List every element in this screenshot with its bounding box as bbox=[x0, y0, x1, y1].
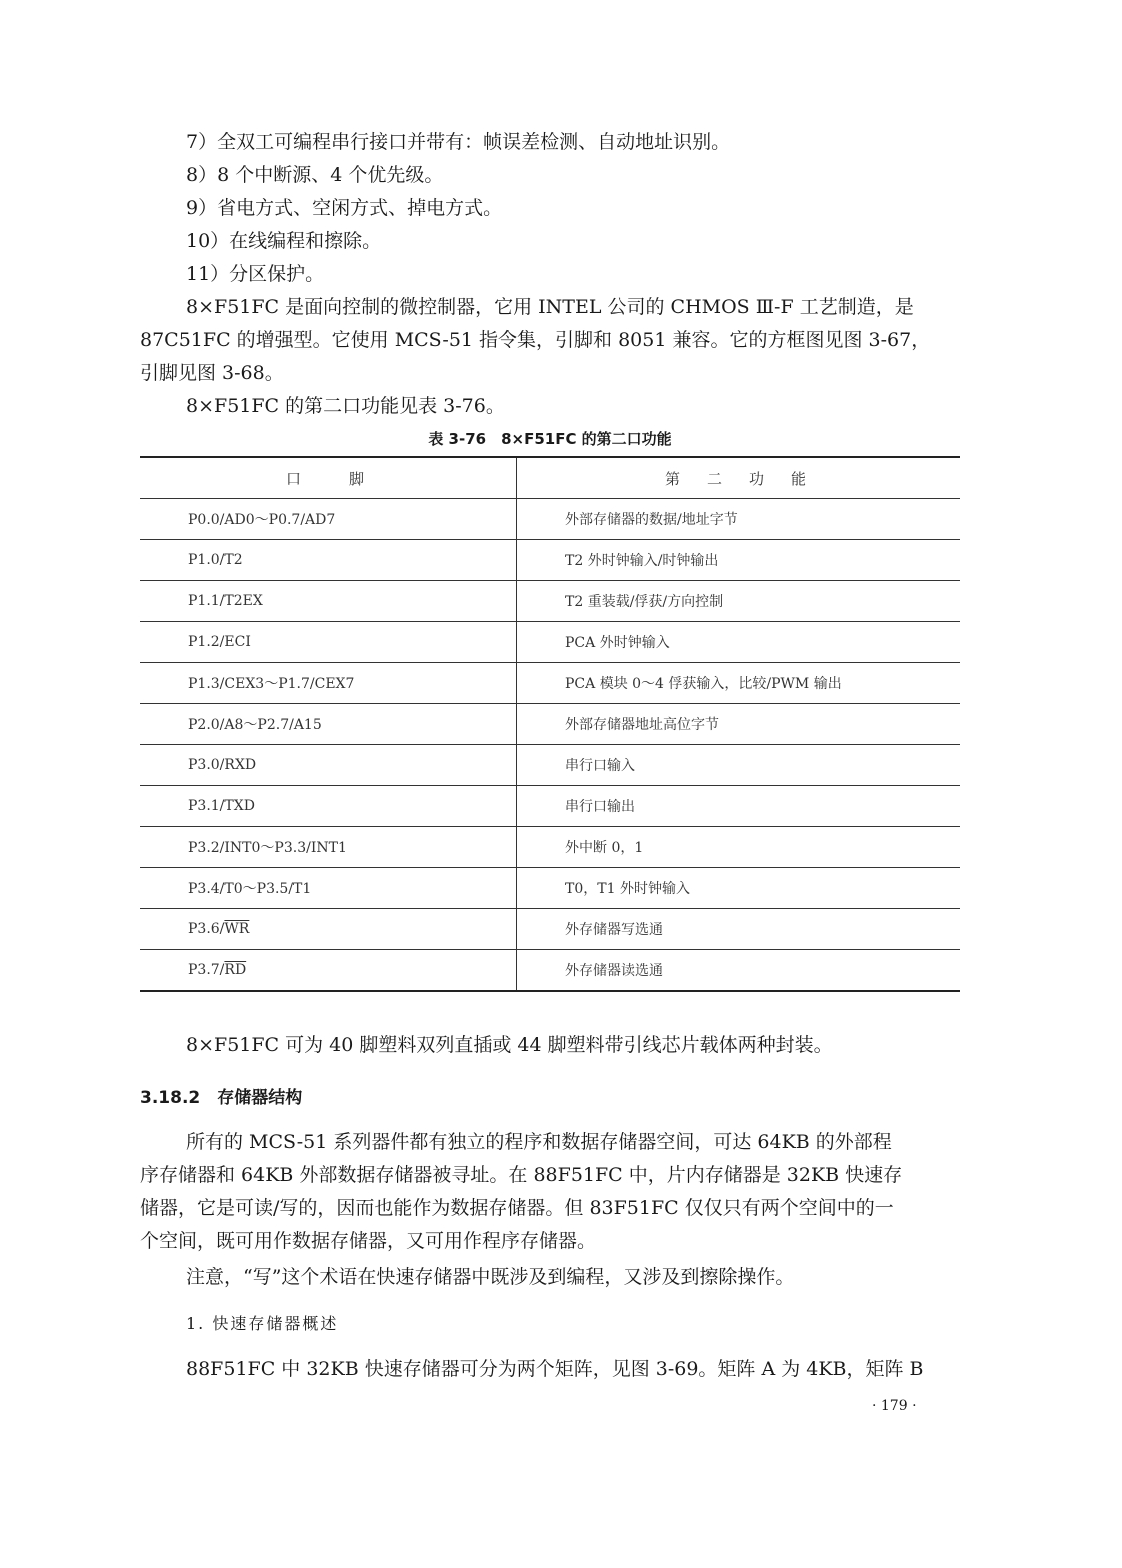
table-row bbox=[140, 745, 960, 786]
list-item: 7）全双工可编程串行接口并带有：帧误差检测、自动地址识别。 bbox=[186, 131, 731, 153]
pin-prefix: P3.7/ bbox=[188, 962, 225, 978]
table-row bbox=[140, 786, 960, 827]
function-cell: 外部存储器的数据/地址字节 bbox=[517, 499, 961, 540]
list-item: 8）8 个中断源、4 个优先级。 bbox=[186, 164, 444, 186]
table-row bbox=[140, 622, 960, 663]
paragraph-line: 引脚见图 3-68。 bbox=[140, 362, 284, 384]
table-row bbox=[140, 950, 960, 992]
paragraph-line: 87C51FC 的增强型。它使用 MCS-51 指令集，引脚和 8051 兼容。它的方框图见图 3-67， bbox=[140, 329, 931, 351]
pin-cell: P3.1/TXD bbox=[140, 786, 517, 827]
function-cell: 串行口输入 bbox=[517, 745, 961, 786]
function-cell: 外存储器写选通 bbox=[517, 909, 961, 950]
table-row bbox=[140, 663, 960, 704]
function-cell: T2 外时钟输入/时钟输出 bbox=[517, 540, 961, 581]
table-row bbox=[140, 499, 960, 540]
pin-cell: P1.1/T2EX bbox=[140, 581, 517, 622]
paragraph-line: 88F51FC 中 32KB 快速存储器可分为两个矩阵，见图 3-69。矩阵 A 为 4KB，矩阵 B bbox=[186, 1358, 924, 1380]
pin-cell: P1.3/CEX3～P1.7/CEX7 bbox=[140, 663, 517, 704]
table-row bbox=[140, 704, 960, 745]
pin-overline-signal: $\overline{RD}$ bbox=[224, 962, 247, 978]
header-pin: 口 脚 bbox=[140, 457, 517, 499]
table-row bbox=[140, 827, 960, 868]
function-cell: PCA 模块 0～4 俘获输入，比较/PWM 输出 bbox=[517, 663, 961, 704]
paragraph-line: 注意，“写”这个术语在快速存储器中既涉及到编程，又涉及到擦除操作。 bbox=[186, 1266, 795, 1288]
function-cell: 外中断 0，1 bbox=[517, 827, 961, 868]
header-function: 第 二 功 能 bbox=[517, 457, 961, 499]
table-row bbox=[140, 868, 960, 909]
paragraph-line: 所有的 MCS-51 系列器件都有独立的程序和数据存储器空间，可达 64KB 的外部程 bbox=[186, 1131, 892, 1153]
paragraph-line: 8×F51FC 可为 40 脚塑料双列直插或 44 脚塑料带引线芯片载体两种封装。 bbox=[186, 1034, 833, 1056]
table-row bbox=[140, 540, 960, 581]
table-header-row bbox=[140, 457, 960, 499]
function-cell: T0，T1 外时钟输入 bbox=[517, 868, 961, 909]
table-caption: 表 3-76 8×F51FC 的第二口功能 bbox=[428, 430, 672, 448]
pin-cell: P1.2/ECI bbox=[140, 622, 517, 663]
function-cell: T2 重装载/俘获/方向控制 bbox=[517, 581, 961, 622]
function-cell: 外部存储器地址高位字节 bbox=[517, 704, 961, 745]
function-cell: 串行口输出 bbox=[517, 786, 961, 827]
paragraph-line: 个空间，既可用作数据存储器，又可用作程序存储器。 bbox=[140, 1230, 597, 1252]
page-number: · 179 · bbox=[872, 1398, 917, 1414]
table-row bbox=[140, 909, 960, 950]
pin-overline-signal: $\overline{WR}$ bbox=[224, 921, 250, 937]
paragraph-line: 序存储器和 64KB 外部数据存储器被寻址。在 88F51FC 中，片内存储器是 32KB 快速存 bbox=[140, 1164, 903, 1186]
function-cell: PCA 外时钟输入 bbox=[517, 622, 961, 663]
section-heading: 3.18.2 存储器结构 bbox=[140, 1088, 303, 1108]
paragraph-line: 8×F51FC 的第二口功能见表 3-76。 bbox=[186, 395, 505, 417]
function-cell: 外存储器读选通 bbox=[517, 950, 961, 992]
pin-cell: P3.2/INT0～P3.3/INT1 bbox=[140, 827, 517, 868]
paragraph-line: 8×F51FC 是面向控制的微控制器，它用 INTEL 公司的 CHMOS Ⅲ-F 工艺制造，是 bbox=[186, 296, 914, 318]
pin-cell bbox=[140, 950, 517, 992]
subsection-heading: 1. 快速存储器概述 bbox=[186, 1314, 339, 1333]
pin-cell bbox=[140, 909, 517, 950]
pin-cell: P3.0/RXD bbox=[140, 745, 517, 786]
pin-cell: P1.0/T2 bbox=[140, 540, 517, 581]
pin-cell: P0.0/AD0～P0.7/AD7 bbox=[140, 499, 517, 540]
pin-cell: P2.0/A8～P2.7/A15 bbox=[140, 704, 517, 745]
list-item: 11）分区保护。 bbox=[186, 263, 325, 285]
paragraph-line: 储器，它是可读/写的，因而也能作为数据存储器。但 83F51FC 仅仅只有两个空间中的一 bbox=[140, 1197, 894, 1219]
table-row bbox=[140, 581, 960, 622]
pin-prefix: P3.6/ bbox=[188, 921, 225, 937]
pin-cell: P3.4/T0～P3.5/T1 bbox=[140, 868, 517, 909]
list-item: 9）省电方式、空闲方式、掉电方式。 bbox=[186, 197, 503, 219]
port-function-table bbox=[140, 456, 960, 992]
list-item: 10）在线编程和擦除。 bbox=[186, 230, 382, 252]
